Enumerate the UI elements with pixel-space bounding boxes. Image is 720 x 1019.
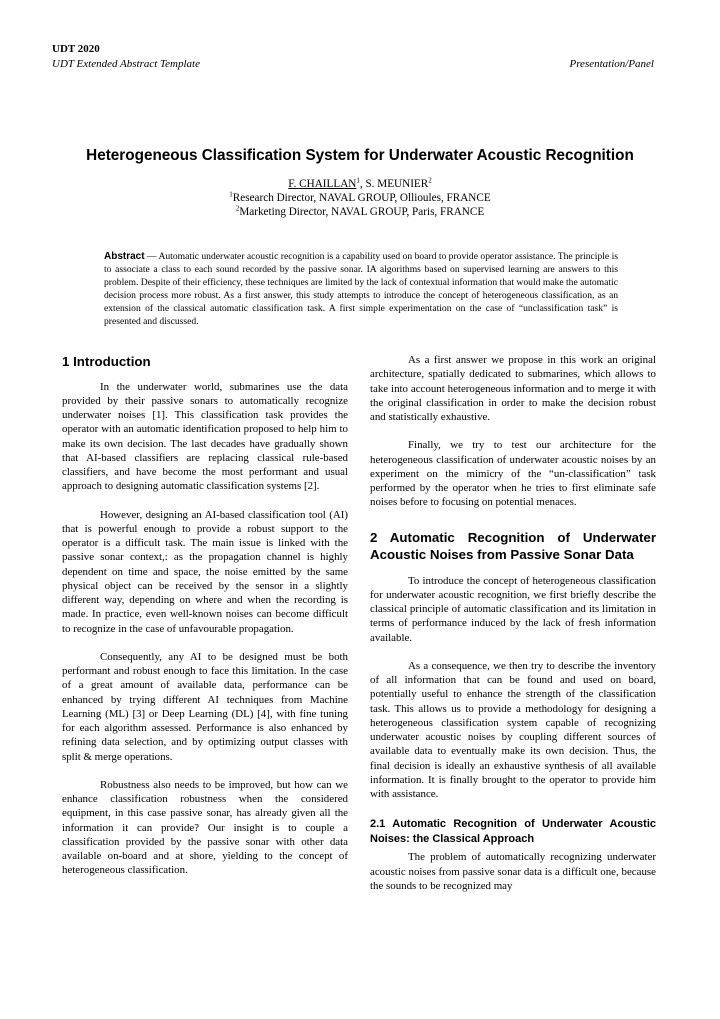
author-1-affiliation-mark: 1 <box>356 176 360 185</box>
conference-header: UDT 2020 <box>52 43 100 55</box>
affiliation-2-text: Marketing Director, NAVAL GROUP, Paris, FRANCE <box>239 206 485 218</box>
paragraph: However, designing an AI-based classification tool (AI) that is powerful enough to provide a robust support to the operator is a difficult task. The main issue is linked with the passive sonar context,: as the propagation channel is highly dependent on time and space, the noise emitted by the same physical object can be received by the sensor in a slightly different way, depending on where and when the recording is made. In practice, even well-known noises can become difficult to recognize in the case of unfavourable propagation. <box>62 508 348 635</box>
paragraph: Robustness also needs to be improved, but how can we enhance classification robustness when the considered equipment, in this case passive sonar, has already given all the information it can provide? Our insight is to couple a classification provided by the passive sonar with other data available on-board and at shore, yielding to the concept of heterogeneous classification. <box>62 778 348 877</box>
author-2-affiliation-mark: 2 <box>428 176 432 185</box>
left-column <box>62 353 348 878</box>
author-2: , S. MEUNIER <box>359 178 429 190</box>
author-line <box>0 177 720 191</box>
abstract-label: Abstract <box>104 251 145 262</box>
paragraph: To introduce the concept of heterogeneous classification for underwater acoustic recognition, we first briefly describe the classical principle of automatic classification and its limitation in terms of performance induced by the lack of fresh information available. <box>370 574 656 644</box>
author-1: F. CHAILLAN <box>288 178 357 190</box>
section-2-1-heading: 2.1 Automatic Recognition of Underwater Acoustic Noises: the Classical Approach <box>370 818 656 845</box>
affiliation-1-mark: 1 <box>229 190 233 199</box>
affiliation-1-text: Research Director, NAVAL GROUP, Ollioules, FRANCE <box>232 192 491 204</box>
authors-block <box>0 177 720 219</box>
paragraph: Consequently, any AI to be designed must be both performant and robust enough to face this limitation. In the case of a great amount of available data, performance can be enhanced by trying different AI techniques from Machine Learning (ML) [3] or Deep Learning (DL) [4], with fine tuning for each algorithm assessed. Performance is also enhanced by refining data selection, and by optimizing output classes with split & merge operations. <box>62 650 348 763</box>
category-label: Presentation/Panel <box>569 58 654 70</box>
paragraph: As a first answer we propose in this work an original architecture, spatially dedicated to submarines, which allows to take into account heterogeneous information and to merge it with the original classification in order to make the decision robust and statistically exhaustive. <box>370 354 656 423</box>
right-column <box>370 353 656 893</box>
affiliation-2 <box>0 205 720 219</box>
abstract-text: — Automatic underwater acoustic recognition is a capability used on board to provide operator assistance. The principle is to associate a class to each sound recorded by the passive sonar. IA algorithms based on supervised learning are answers to this problem. Despite of their efficiency, these techniques are limited by the lack of contextual information that would make the automatic decision process more robust. As a first answer, this study attempts to introduce the concept of heterogeneous classification, as an extension of the classical automatic classification task. A first simple experimentation on the case of “unclassification task” is presented and discussed. <box>104 251 618 328</box>
section-2-heading: 2 Automatic Recognition of Underwater Acoustic Noises from Passive Sonar Data <box>370 529 656 562</box>
abstract <box>104 250 618 329</box>
template-label: UDT Extended Abstract Template <box>52 58 200 70</box>
paragraph: In the underwater world, submarines use the data provided by their passive sonars to automatically recognize underwater noises [1]. This classification task provides the operator with an automatic identification proposed to help him to make its own decision. The last decades have gradually shown that AI-based classifiers are replacing classical rule-based classifiers, and have become the most performant and usual approach to designing automatic classification systems [2]. <box>62 380 348 493</box>
paragraph: The problem of automatically recognizing underwater acoustic noises from passive sonar data is a difficult one, because the sounds to be recognized may <box>370 851 656 892</box>
paragraph: As a consequence, we then try to describe the inventory of all information that can be found and used on board, potentially useful to enhance the strength of the classification task. This allows us to provide a methodology for designing a heterogeneous classification system capable of recognizing underwater acoustic noises by coupling different sources of available data to eventually make its own decision. Thus, the final decision is ideally an exhaustive synthesis of all available information. It is finally brought to the operator to provide him with assistance. <box>370 659 656 800</box>
section-1-heading: 1 Introduction <box>62 354 151 369</box>
paragraph: Finally, we try to test our architecture for the heterogeneous classification of underwater acoustic noises by an experiment on the mimicry of the “un-classification” task performed by the operator when he tries to first eliminate safe noises before to focusing on potential menaces. <box>370 439 656 509</box>
affiliation-2-mark: 2 <box>235 204 240 213</box>
affiliation-1 <box>0 191 720 205</box>
paper-title: Heterogeneous Classification System for Underwater Acoustic Recognition <box>86 147 634 164</box>
